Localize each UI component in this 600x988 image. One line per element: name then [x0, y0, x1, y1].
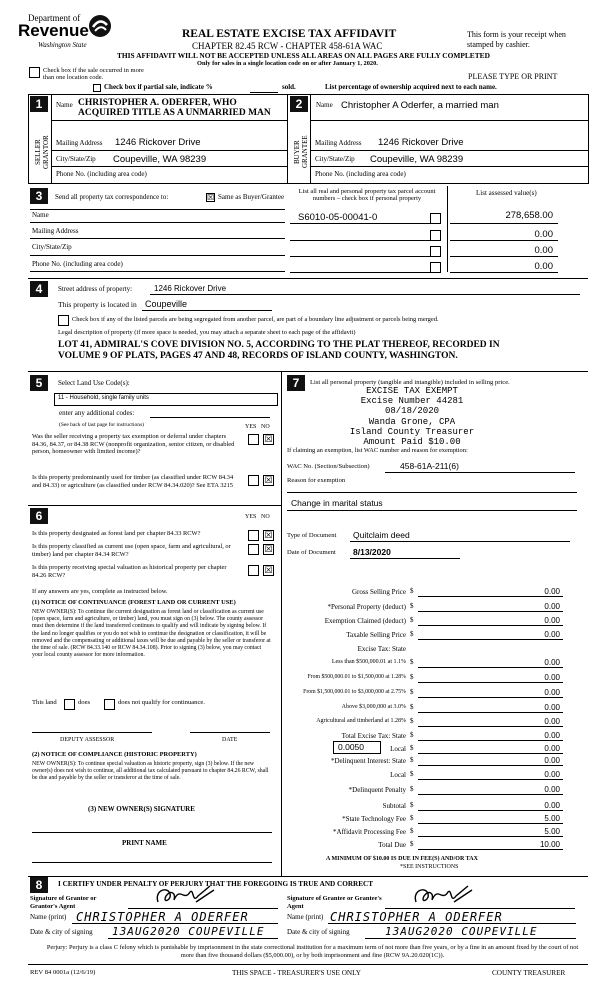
calc-line	[418, 682, 563, 683]
assessed-value[interactable]: 0.00	[534, 229, 553, 240]
sec6-q2-yes-checkbox[interactable]	[248, 544, 259, 555]
partial-sale-blank[interactable]	[250, 92, 278, 93]
seller-mailing-line	[52, 150, 287, 151]
grantor-signature[interactable]	[150, 882, 220, 910]
calc-line	[418, 639, 563, 640]
deputy-date-line[interactable]	[190, 732, 270, 733]
sec6-question-2: Is this property classified as current use (open space, farm and agricultural, or timber) land per chapter 84.34 RCW?	[32, 543, 231, 558]
wac-line	[385, 472, 575, 473]
calc-line	[418, 779, 563, 780]
personal-property-label: List all personal property (tangible and intangible) included in selling price.	[310, 379, 510, 386]
assessed-line	[450, 240, 558, 241]
sec56-top-rule	[28, 371, 588, 372]
does-not-qualify-checkbox[interactable]	[104, 699, 115, 710]
calc-line	[418, 625, 563, 626]
calc-label: Subtotal	[382, 802, 406, 810]
partial-sale-label: Check box if partial sale, indicate %	[104, 83, 213, 91]
segregated-label: Check box if any of the listed parcels are being segregated from another parcel, are part of a boundary line adjustment or parcels being merged.	[72, 316, 439, 323]
stamp-line: Amount Paid $10.00	[363, 437, 461, 448]
reason-line-1	[287, 492, 577, 493]
dollar-sign: $	[410, 717, 414, 725]
seller-phone-label: Phone No. (including area code)	[56, 170, 147, 178]
doc-type-line	[350, 541, 570, 542]
grantee-signature[interactable]	[408, 882, 478, 910]
grantor-date-city-label: Date & city of signing	[30, 928, 93, 936]
dollar-sign: $	[410, 756, 414, 764]
sec12-left-rule	[28, 94, 29, 184]
reason-value[interactable]: Change in marital status	[291, 498, 383, 508]
grantee-date-city-line	[365, 938, 576, 939]
sec3-name-line	[30, 222, 285, 223]
dollar-sign: $	[410, 587, 414, 595]
assessed-line	[450, 223, 558, 224]
assessed-value[interactable]: 278,658.00	[505, 210, 553, 221]
dollar-sign: $	[410, 688, 414, 696]
sec6-q1-yes-checkbox[interactable]	[248, 530, 259, 541]
section-5-number: 5	[30, 375, 48, 391]
grantor-date-city[interactable]: 13AUG2020 COUPEVILLE	[112, 925, 265, 938]
grantee-name-label: Name (print)	[287, 913, 324, 921]
buyer-mailing-value[interactable]: 1246 Rickover Drive	[378, 137, 464, 148]
calc-label: Local	[390, 771, 406, 779]
stamp-line: 08/18/2020	[384, 406, 439, 417]
buyer-side-label: BUYER GRANTEE	[293, 135, 309, 169]
sec5-yes-header: YES	[245, 424, 257, 430]
sec5-question-1: Was the seller receiving a property tax exemption or deferral under chapters 84.36, 84.37, or 84.38 RCW (nonprofit organization, senior citizen, or disabled person, homeowner with limited income)?	[32, 433, 235, 455]
sec5-q1-no-checkbox[interactable]: ☒	[264, 434, 273, 444]
parcel-col-rule	[447, 186, 448, 272]
section-3-number: 3	[30, 188, 48, 204]
does-qualify-checkbox[interactable]	[64, 699, 75, 710]
calc-label: *Personal Property (deduct)	[327, 603, 406, 611]
dollar-sign: $	[410, 785, 414, 793]
grantee-date-city-label: Date & city of signing	[287, 928, 350, 936]
grantor-date-city-line	[108, 938, 278, 939]
revenue-logo-icon	[88, 14, 112, 38]
calc-label: Agricultural and timberland at 1.28%	[316, 718, 406, 724]
seller-name-value[interactable]: CHRISTOPHER A. ODERFER, WHO ACQUIRED TITLE AS A UNMARRIED MAN	[78, 98, 271, 118]
sec3-name-label: Name	[32, 211, 49, 219]
parcel-line	[290, 223, 440, 224]
section-7-number: 7	[287, 375, 305, 391]
form-number: REV 84 0001a (12/6/19)	[30, 969, 96, 976]
print-name-label: PRINT NAME	[122, 839, 167, 847]
calc-label: *Delinquent Interest: State	[330, 757, 406, 765]
assessed-value[interactable]: 0.00	[534, 261, 553, 272]
calc-line	[418, 836, 563, 837]
section-4-number: 4	[30, 281, 48, 297]
seller-city-line	[52, 166, 287, 167]
located-in-value[interactable]: Coupeville	[145, 299, 188, 309]
calc-value[interactable]: 0.00	[544, 673, 560, 682]
form-title: REAL ESTATE EXCISE TAX AFFIDAVIT	[182, 28, 397, 40]
deputy-date-label: DATE	[222, 737, 238, 743]
buyer-name-line	[311, 120, 588, 121]
sec5-q2-yes-checkbox[interactable]	[248, 475, 259, 486]
buyer-phone-label: Phone No. (including area code)	[315, 170, 406, 178]
calc-line	[418, 667, 563, 668]
seller-city-value[interactable]: Coupeville, WA 98239	[113, 154, 207, 165]
wac-label: WAC No. (Section/Subsection)	[287, 463, 370, 470]
notice-compliance-body: NEW OWNER(S): To continue special valuation as historic property, sign (3) below. If the new owner(s) does not wish to continue, all additional tax calculated pursuant to chapter 84.26 RCW, shall be due and payable by the seller or transferor at the time of sale.	[32, 761, 269, 782]
calc-line	[418, 823, 563, 824]
seller-name-line	[52, 120, 287, 121]
seller-mailing-value[interactable]: 1246 Rickover Drive	[115, 137, 201, 148]
dollar-sign: $	[410, 673, 414, 681]
sec3-phone-line	[30, 271, 285, 272]
sec12-bottom-rule	[28, 183, 588, 184]
calc-label: *Delinquent Penalty	[348, 786, 406, 794]
calc-value[interactable]: 0.00	[544, 744, 560, 753]
minimum-due-note: A MINIMUM OF $10.00 IS DUE IN FEE(S) AND/OR TAX	[326, 856, 478, 862]
parcel-line	[290, 256, 440, 257]
calc-value[interactable]: 0.00	[544, 731, 560, 740]
segregated-checkbox[interactable]	[58, 315, 69, 326]
sec3-mailing-line	[30, 238, 285, 239]
does-label: does	[78, 699, 91, 706]
sec3-mailing-label: Mailing Address	[32, 227, 79, 235]
section-8-number: 8	[30, 877, 48, 893]
buyer-city-value[interactable]: Coupeville, WA 98239	[370, 154, 464, 165]
list-percentage-note: List percentage of ownership acquired next to each name.	[325, 83, 497, 91]
dollar-sign: $	[410, 602, 414, 610]
doc-type-value[interactable]: Quitclaim deed	[353, 530, 410, 540]
street-address-label: Street address of property:	[58, 285, 133, 293]
sec3-city-line	[30, 255, 285, 256]
calc-value[interactable]: 5.00	[544, 827, 560, 836]
parcel-line	[290, 240, 440, 241]
calc-value[interactable]: 0.00	[544, 717, 560, 726]
sec8-top-rule	[28, 876, 588, 877]
calc-line	[418, 726, 563, 727]
center-column-rule	[281, 371, 282, 876]
dollar-sign: $	[410, 827, 414, 835]
calc-label: Gross Selling Price	[351, 588, 406, 596]
same-as-buyer-label: Same as Buyer/Grantee	[218, 193, 285, 201]
dollar-sign: $	[410, 703, 414, 711]
located-in-label: This property is located in	[58, 300, 137, 309]
doc-date-value[interactable]: 8/13/2020	[353, 547, 391, 557]
reason-label: Reason for exemption	[287, 477, 346, 484]
assessed-value[interactable]: 0.00	[534, 245, 553, 256]
parcel-number[interactable]: S6010-05-00041-0	[298, 212, 378, 223]
grantee-signature-line	[385, 908, 575, 909]
perjury-statement: Perjury: Perjury is a class C felony which is punishable by imprisonment in the state correctional institution for a maximum term of not more than five years, or by a fine in an amount fixed by the court of not more than five thousand dollars ($5,000.00), or by both imprisonment and fine (RCW 9A.20.020(1C)).	[46, 944, 579, 959]
calc-label: Less than $500,000.01 at 1.1%	[331, 659, 406, 665]
buyer-city-line	[311, 166, 588, 167]
calc-label: Exemption Claimed (deduct)	[324, 617, 406, 625]
grantor-name-label: Name (print)	[30, 913, 67, 921]
notice-compliance-title: (2) NOTICE OF COMPLIANCE (HISTORIC PROPERTY)	[32, 751, 197, 758]
stamp-line: Excise Number 44281	[360, 396, 464, 407]
treasurer-use-label: THIS SPACE - TREASURER'S USE ONLY	[232, 969, 361, 977]
sec5-question-2: Is this property predominantly used for timber (as classified under RCW 84.34 and 84.33) or agriculture (as classified under RCW 84.34.020)? See ETA 3215	[32, 474, 234, 489]
stamp-line: Wanda Grone, CPA	[368, 416, 456, 427]
calc-label: Excise Tax: State	[357, 645, 406, 653]
street-address-value[interactable]: 1246 Rickover Drive	[154, 284, 227, 293]
deputy-assessor-line[interactable]	[32, 732, 152, 733]
calc-label: Local	[390, 745, 406, 753]
calc-value[interactable]: 0.00	[544, 801, 560, 810]
calc-label: From $1,500,000.01 to $3,000,000 at 2.75%	[303, 689, 406, 695]
notice-continuance-body: NEW OWNER(S): To continue the current designation as forest land or classification as current use (open space, farm and agriculture, or timber) land, you must sign on (3) below. The county assessor must then determine if the land transferred continues to qualify and will indicate by signing below. If the land no longer qualifies or you do not wish to continue the designation or classification, it will be removed and the compensating or additional taxes will be due and payable by the seller or transferor at the time of sale. (RCW 84.33.140 or RCW 84.34.108). Prior to signing (3) below, you may contact your local county assessor for more information.	[32, 609, 271, 659]
section-2-number: 2	[290, 96, 308, 112]
does-not-qualify-label: does not qualify for continuance.	[118, 699, 205, 706]
calc-value[interactable]: 5.00	[544, 814, 560, 823]
wac-value[interactable]: 458-61A-211(6)	[400, 461, 459, 471]
dollar-sign: $	[410, 658, 414, 666]
receipt-note: This form is your receipt when stamped by cashier.	[467, 30, 566, 49]
sec1-inner-rule	[51, 94, 52, 184]
calc-label: *Affidavit Processing Fee	[333, 828, 406, 836]
grantor-print-name[interactable]: CHRISTOPHER A ODERFER	[76, 910, 249, 924]
treasurer-exempt-stamp	[332, 386, 492, 447]
buyer-city-label: City/State/Zip	[315, 155, 355, 163]
sec3-divider	[30, 209, 285, 210]
dollar-sign: $	[410, 801, 414, 809]
buyer-mailing-line	[311, 150, 588, 151]
new-owner-signature-line[interactable]	[32, 832, 272, 833]
seller-mailing-label: Mailing Address	[56, 139, 103, 147]
calc-label: *State Technology Fee	[342, 815, 406, 823]
legal-description-value[interactable]: LOT 41, ADMIRAL'S COVE DIVISION NO. 5, ACCORDING TO THE PLAT THEREOF, RECORDED IN VOLUME 9 OF PLATS, PAGES 47 AND 48, RECORDS OF ISLAND COUNTY, WASHINGTON.	[58, 340, 500, 361]
sec12-top-rule	[28, 94, 588, 95]
calc-line	[418, 712, 563, 713]
sec6-q2-no-checkbox[interactable]: ☒	[264, 544, 273, 554]
doc-type-label: Type of Document	[287, 532, 337, 539]
calc-line	[418, 849, 563, 850]
sec5-q2-no-checkbox[interactable]: ☒	[264, 475, 273, 485]
calc-value[interactable]: 0.00	[544, 785, 560, 794]
partial-sale-sold: sold.	[282, 83, 296, 91]
dept-line2: Revenue	[18, 21, 89, 40]
calc-value[interactable]: 0.00	[544, 770, 560, 779]
dollar-sign: $	[410, 814, 414, 822]
dollar-sign: $	[410, 630, 414, 638]
buyer-name-label: Name	[316, 101, 333, 109]
doc-date-line	[350, 558, 460, 559]
sec6-no-header: NO	[261, 514, 270, 520]
calc-line	[418, 810, 563, 811]
if-any-yes-note: If any answers are yes, complete as instructed below.	[32, 588, 168, 595]
seller-city-label: City/State/Zip	[56, 155, 96, 163]
dollar-sign: $	[410, 840, 414, 848]
footer-rule	[28, 964, 588, 965]
grantee-signature-label: Signature of Grantee or Grantee's Agent	[287, 895, 382, 910]
sec6-q3-no-checkbox[interactable]: ☒	[264, 565, 273, 575]
new-owner-signature-label: (3) NEW OWNER(S) SIGNATURE	[88, 805, 195, 813]
grantor-signature-line	[128, 908, 278, 909]
same-as-buyer-checkbox[interactable]: ☒	[207, 193, 215, 202]
grantee-date-city[interactable]: 13AUG2020 COUPEVILLE	[385, 925, 538, 938]
county-treasurer-label: COUNTY TREASURER	[492, 969, 566, 977]
calc-value[interactable]: 0.00	[544, 602, 560, 611]
sec3-phone-label: Phone No. (including area code)	[32, 260, 123, 268]
grantor-name-line	[72, 923, 278, 924]
calc-label: Above $3,000,000 at 3.0%	[341, 704, 406, 710]
calc-label: Taxable Selling Price	[346, 631, 406, 639]
assessed-line	[450, 256, 558, 257]
please-type: PLEASE TYPE OR PRINT	[468, 72, 558, 81]
sec2-inner-rule	[310, 94, 311, 184]
section-1-number: 1	[30, 96, 48, 112]
calc-value[interactable]: 0.00	[544, 587, 560, 596]
stamp-line: Island County Treasurer	[349, 426, 475, 437]
calc-value[interactable]: 0.00	[544, 688, 560, 697]
dollar-sign: $	[410, 770, 414, 778]
sec6-question-1: Is this property designated as forest land per chapter 84.33 RCW?	[32, 530, 201, 537]
reason-line-2	[287, 510, 577, 511]
sec6-top-rule	[28, 505, 281, 506]
additional-codes-line[interactable]	[150, 417, 270, 418]
sec6-q1-no-checkbox[interactable]: ☒	[264, 530, 273, 540]
partial-sale-checkbox[interactable]	[93, 84, 101, 92]
print-name-line[interactable]	[32, 862, 272, 863]
calc-line	[418, 596, 563, 597]
parcel-line	[290, 272, 440, 273]
doc-date-label: Date of Document	[287, 549, 336, 556]
calc-value[interactable]: 0.00	[544, 630, 560, 639]
buyer-name-value[interactable]: Christopher A Oderfer, a married man	[341, 100, 499, 111]
calc-value[interactable]: 0.00	[544, 756, 560, 765]
assessed-header: List assessed value(s)	[476, 189, 537, 197]
calc-value[interactable]: 10.00	[539, 840, 560, 849]
multi-location-checkbox[interactable]	[29, 67, 40, 78]
chapter-line: CHAPTER 82.45 RCW - CHAPTER 458-61A WAC	[192, 41, 383, 51]
sec5-no-header: NO	[261, 424, 270, 430]
sec6-yes-header: YES	[245, 514, 257, 520]
multi-location-label: Check box if the sale occurred in more than one location code.	[43, 67, 144, 81]
sec6-question-3: Is this property receiving special valuation as historical property per chapter 84.26 RCW?	[32, 564, 227, 579]
grantee-name-line	[328, 923, 576, 924]
dept-line3: Washington State	[38, 41, 87, 49]
certify-statement: I CERTIFY UNDER PENALTY OF PERJURY THAT THE FOREGOING IS TRUE AND CORRECT	[58, 880, 373, 888]
this-land-label: This land	[32, 699, 57, 706]
notice-continuance-title: (1) NOTICE OF CONTINUANCE (FOREST LAND OR CURRENT USE)	[32, 599, 236, 606]
deputy-assessor-label: DEPUTY ASSESSOR	[60, 737, 115, 743]
calc-line	[418, 794, 563, 795]
sec12-mid-rule	[287, 94, 288, 184]
section-6-number: 6	[30, 508, 48, 524]
warning-line: THIS AFFIDAVIT WILL NOT BE ACCEPTED UNLESS ALL AREAS ON ALL PAGES ARE FULLY COMPLETED	[117, 51, 490, 60]
sec12-right-rule	[588, 94, 589, 184]
street-address-line	[150, 294, 580, 295]
dollar-sign: $	[410, 731, 414, 739]
calc-line	[418, 697, 563, 698]
see-instructions-note: *SEE INSTRUCTIONS	[400, 864, 459, 870]
single-location-line: Only for sales in a single location code on or after January 1, 2020.	[197, 60, 378, 67]
calc-label: Total Excise Tax: State	[341, 732, 406, 740]
sec4-top-rule	[28, 278, 588, 279]
calc-line	[418, 611, 563, 612]
calc-value[interactable]: 0.00	[544, 616, 560, 625]
sec3-city-label: City/State/Zip	[32, 243, 72, 251]
legal-description-label: Legal description of property (if more space is needed, you may attach a separate sheet to each page of the affidavit)	[58, 329, 356, 336]
stamp-line: EXCISE TAX EXEMPT	[366, 386, 458, 396]
calc-value[interactable]: 0.00	[544, 703, 560, 712]
grantee-print-name[interactable]: CHRISTOPHER A ODERFER	[330, 910, 503, 924]
land-use-selected: 11 - Household, single family units	[58, 395, 149, 401]
calc-line	[418, 753, 563, 754]
buyer-mailing-label: Mailing Address	[315, 139, 362, 147]
send-correspondence-label: Send all property tax correspondence to:	[55, 193, 169, 201]
grantor-signature-label: Signature of Grantor or Grantor's Agent	[30, 895, 97, 910]
calc-value[interactable]: 0.00	[544, 658, 560, 667]
calc-label: From $500,000.01 to $1,500,000 at 1.28%	[307, 674, 406, 680]
calc-label: Total Due	[378, 841, 406, 849]
dollar-sign: $	[410, 616, 414, 624]
seller-side-label: SELLER GRANTOR	[34, 135, 50, 169]
local-rate-value: 0.0050	[338, 742, 364, 752]
dollar-sign: $	[410, 744, 414, 752]
exemption-intro: If claiming an exemption, list WAC number and reason for exemption:	[287, 447, 468, 454]
sec6-q3-yes-checkbox[interactable]	[248, 565, 259, 576]
additional-codes-label: enter any additional codes:	[59, 409, 135, 417]
land-use-label: Select Land Use Code(s):	[58, 379, 130, 387]
parcel-header: List all real and personal property tax parcel account numbers – check box if personal property	[298, 188, 436, 202]
calc-line	[418, 740, 563, 741]
land-use-select[interactable]	[54, 393, 278, 406]
dept-line1: Department of	[28, 13, 81, 23]
calc-line	[418, 765, 563, 766]
sec5-q1-yes-checkbox[interactable]	[248, 434, 259, 445]
see-back-note: (See back of last page for instructions)	[59, 422, 144, 428]
assessed-line	[450, 272, 558, 273]
located-in-line	[142, 310, 272, 311]
seller-name-label: Name	[56, 101, 73, 109]
